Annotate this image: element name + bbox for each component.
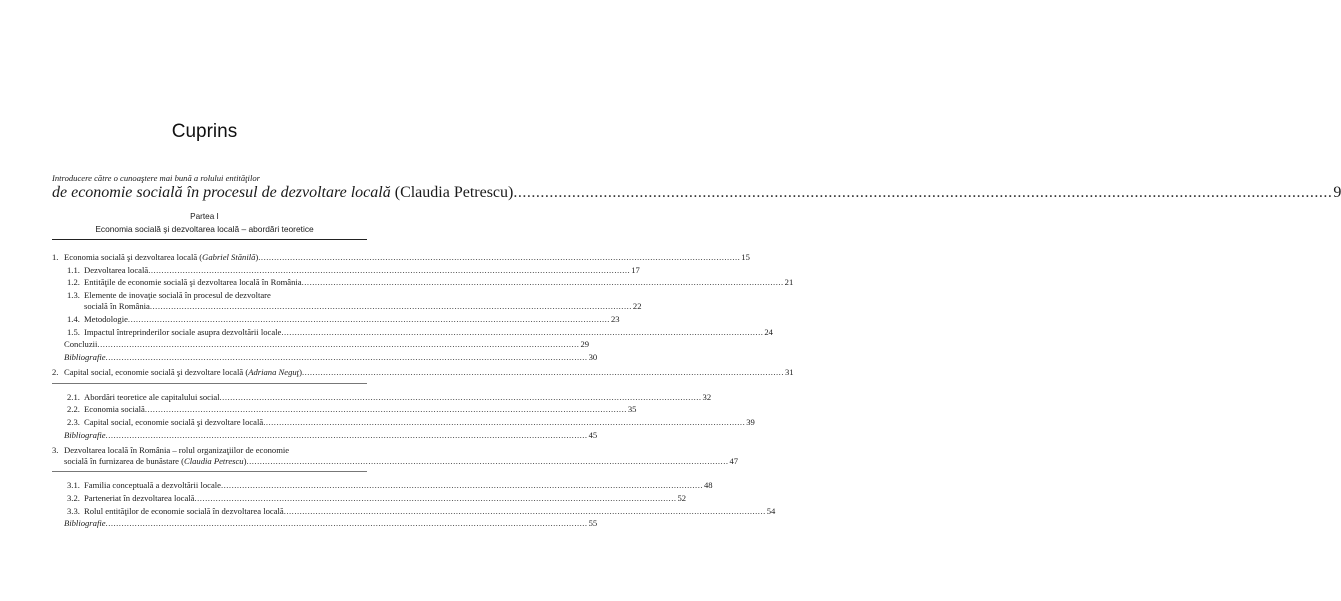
toc-entry: [0, 326, 773, 338]
entry-text: Parteneriat în dezvoltarea locală: [84, 492, 195, 503]
page-number: 9: [1333, 184, 1341, 201]
entry-text: Elemente de inovaţie socială în procesul de dezvoltare: [84, 290, 271, 301]
page-number: 17: [631, 264, 640, 275]
entry-text: Abordări teoretice ale capitalului social: [84, 391, 220, 402]
toc-entry: [0, 416, 755, 428]
page-number: 24: [764, 326, 773, 337]
entry-text: Rolul entităţilor de economie socială în dezvoltarea locală: [84, 505, 284, 516]
toc-entry: [0, 367, 794, 378]
leader-dots: [128, 314, 610, 324]
entry-number: 2.2.: [67, 404, 80, 415]
intro-line-1: Introducere către o cunoaştere mai bună a rolului entităţilor: [52, 173, 260, 183]
entry-text: Economia socială: [84, 404, 145, 415]
toc-entry: [0, 252, 750, 263]
toc-entry: [0, 404, 637, 415]
entry-text: Impactul întreprinderilor sociale asupra dezvoltării locale: [84, 326, 282, 337]
leader-dots: [284, 506, 766, 516]
page-number: 47: [729, 456, 739, 466]
entry-text: Familia conceptuală a dezvoltării locale: [84, 480, 221, 491]
leader-dots: [302, 367, 784, 377]
page-number: 23: [610, 314, 620, 324]
page-number: 31: [784, 367, 794, 378]
leader-dots: [97, 339, 579, 349]
entry-number: 1.2.: [67, 277, 80, 288]
toc-entry: [0, 352, 598, 363]
toc-entry: [0, 314, 620, 325]
entry-number: 1.4.: [67, 314, 80, 324]
entry-number: 1.1.: [67, 264, 80, 275]
leader-dots: [281, 327, 763, 337]
entry-text: Capital social, economie socială şi dezvoltare locală (: [64, 367, 249, 378]
part-heading: Economia socială şi dezvoltarea locală – abordări teoretice: [95, 224, 314, 234]
entry-text: socială în furnizarea de bunăstare (: [64, 456, 185, 466]
page-number: 29: [580, 339, 590, 350]
entry-text: Capital social, economie socială şi dezvoltare locală: [84, 416, 264, 427]
leader-dots: [263, 417, 745, 427]
entry-number: 3.1.: [67, 480, 80, 491]
page-number: 45: [588, 429, 598, 440]
entry-author: Adriana Neguţ: [248, 367, 300, 378]
intro-line-2: de economie socială în procesul de dezvoltare locală: [52, 184, 391, 201]
leader-dots: [106, 430, 588, 440]
leader-dots: [513, 184, 1332, 202]
leader-dots: [302, 277, 784, 287]
entry-text: Dezvoltarea locală în România – rolul organizaţiilor de economie: [64, 444, 290, 455]
divider: [52, 239, 367, 240]
leader-dots: [243, 456, 728, 466]
entry-text: Economia socială şi dezvoltarea locală (: [64, 252, 203, 262]
leader-dots: [221, 480, 703, 490]
toc-entry: [0, 391, 712, 403]
toc-entry-continued: [0, 456, 739, 467]
page-number: 48: [703, 480, 713, 491]
entry-author-close: ): [255, 252, 259, 262]
entry-number: 1.5.: [67, 326, 80, 337]
page-number: 52: [677, 492, 687, 503]
toc-entry: [0, 290, 409, 301]
bibliography-label: Bibliografie: [64, 352, 106, 363]
page-number: 22: [632, 301, 642, 312]
toc-entry: [0, 339, 590, 350]
leader-dots: [194, 493, 676, 503]
leader-dots: [150, 301, 632, 311]
entry-author: Gabriel Stănilă: [202, 252, 256, 262]
entry-author-close: ): [299, 367, 302, 378]
toc-entry-continued: [0, 301, 642, 312]
bibliography-label: Bibliografie: [64, 518, 106, 529]
page-number: 32: [702, 391, 712, 402]
entry-number: 2.1.: [67, 391, 80, 402]
page-number: 30: [588, 352, 598, 363]
entry-number: 3.2.: [67, 492, 80, 503]
entry-number: 2.3.: [67, 416, 80, 427]
toc-entry: [0, 264, 640, 276]
leader-dots: [148, 265, 630, 275]
entry-text: Metodologie: [84, 314, 128, 324]
toc-entry: [0, 492, 687, 504]
toc-entry: [0, 429, 598, 441]
entry-number: 3.: [52, 444, 59, 455]
entry-text: socială în România: [84, 301, 150, 312]
toc-entry: [0, 445, 409, 456]
section-divider: [52, 383, 367, 384]
entry-text: Entităţile de economie socială şi dezvoltarea locală în România: [84, 277, 302, 288]
bibliography-label: Bibliografie: [64, 429, 106, 440]
page-number: 39: [746, 416, 755, 427]
page-title: Cuprins: [171, 121, 238, 142]
section-divider: [52, 471, 367, 472]
page-number: 15: [741, 252, 750, 262]
leader-dots: [106, 352, 588, 362]
entry-author-close: ): [243, 456, 247, 466]
leader-dots: [258, 252, 740, 262]
leader-dots: [106, 518, 588, 528]
entry-text: Dezvoltarea locală: [84, 264, 149, 275]
page-number: 35: [627, 404, 637, 415]
entry-number: 2.: [52, 367, 59, 378]
intro-author: (Claudia Petrescu): [390, 184, 514, 201]
page-number: 54: [766, 505, 776, 516]
entry-number: 1.: [52, 252, 59, 262]
part-label: Partea I: [190, 212, 219, 221]
leader-dots: [220, 392, 702, 402]
leader-dots: [145, 404, 627, 414]
toc-entry: [0, 277, 794, 288]
page-number: 21: [784, 277, 794, 288]
entry-number: 1.3.: [67, 290, 80, 301]
entry-text: Concluzii: [64, 339, 98, 350]
page-number: 55: [588, 518, 598, 529]
toc-entry: [0, 480, 713, 491]
entry-author: Claudia Petrescu: [184, 456, 244, 466]
intro-entry: [0, 184, 1341, 201]
toc-entry: [0, 505, 776, 517]
entry-number: 3.3.: [67, 505, 80, 516]
toc-entry: [0, 518, 598, 529]
